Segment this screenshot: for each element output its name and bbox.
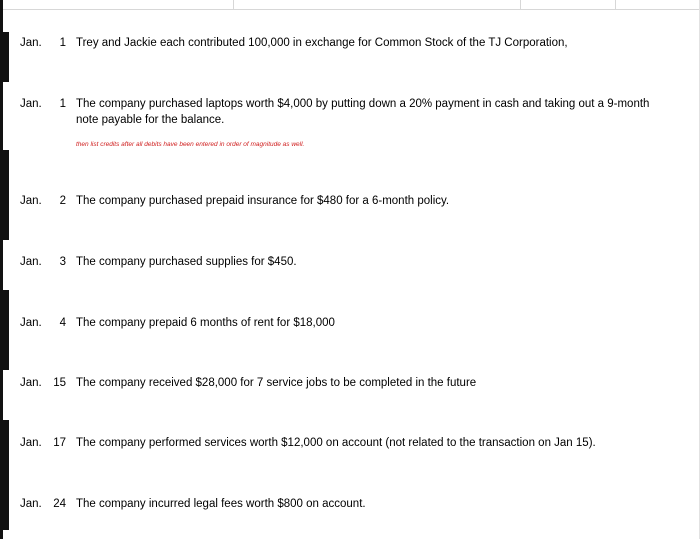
left-margin-segment xyxy=(0,150,9,240)
transaction-description: The company received $28,000 for 7 service jobs to be completed in the future xyxy=(76,377,477,389)
transaction-description: The company incurred legal fees worth $800 on account. xyxy=(76,498,366,510)
month-label: Jan. xyxy=(20,317,42,329)
top-column-divider xyxy=(520,0,521,9)
month-label: Jan. xyxy=(20,498,42,510)
day-label: 24 xyxy=(53,498,66,510)
month-label: Jan. xyxy=(20,98,42,110)
top-column-divider xyxy=(233,0,234,9)
month-label: Jan. xyxy=(20,195,42,207)
transaction-description: The company prepaid 6 months of rent for $18,000 xyxy=(76,317,335,329)
month-label: Jan. xyxy=(20,437,42,449)
transaction-description: The company purchased supplies for $450. xyxy=(76,256,297,268)
top-sheet-border xyxy=(0,0,700,10)
left-margin-segment xyxy=(0,290,9,370)
day-label: 2 xyxy=(59,195,66,207)
description-line: note payable for the balance. xyxy=(76,114,225,126)
day-label: 1 xyxy=(59,98,66,110)
left-margin-segment xyxy=(0,420,9,530)
day-label: 15 xyxy=(53,377,66,389)
left-margin-segment xyxy=(0,32,9,82)
transaction-description xyxy=(76,96,696,128)
day-label: 3 xyxy=(59,256,66,268)
day-label: 17 xyxy=(53,437,66,449)
day-label: 4 xyxy=(59,317,66,329)
description-line: The company purchased laptops worth $4,000 by putting down a 20% payment in cash and taking out a 9-month xyxy=(76,98,650,110)
transaction-description: The company performed services worth $12,000 on account (not related to the transaction on Jan 15). xyxy=(76,437,596,449)
top-column-divider xyxy=(615,0,616,9)
transaction-description: The company purchased prepaid insurance for $480 for a 6-month policy. xyxy=(76,195,450,207)
day-label: 1 xyxy=(59,37,66,49)
month-label: Jan. xyxy=(20,256,42,268)
month-label: Jan. xyxy=(20,37,42,49)
transaction-description: Trey and Jackie each contributed 100,000 in exchange for Common Stock of the TJ Corporation, xyxy=(76,37,568,49)
month-label: Jan. xyxy=(20,377,42,389)
red-instruction-note: then list credits after all debits have been entered in order of magnitude as well. xyxy=(76,141,305,148)
